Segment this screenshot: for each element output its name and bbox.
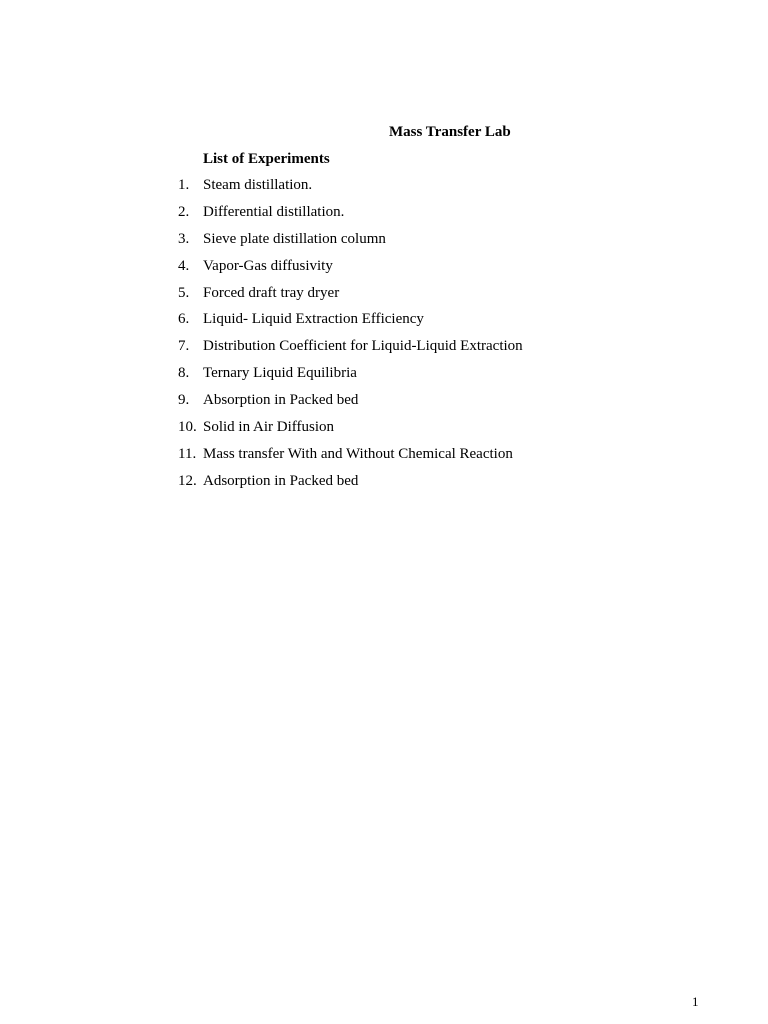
experiment-list (178, 175, 523, 498)
list-item-number: 11. (178, 445, 197, 462)
list-item-text: Distribution Coefficient for Liquid-Liquid Extraction (203, 338, 523, 355)
list-item (178, 390, 523, 417)
list-item (178, 202, 523, 229)
list-item-number: 5. (178, 284, 190, 301)
list-item (178, 444, 523, 471)
list-item-text: Adsorption in Packed bed (203, 472, 359, 489)
list-item-number: 4. (178, 257, 190, 274)
list-item-number: 3. (178, 230, 190, 247)
list-item-number: 7. (178, 338, 190, 355)
document-title: Mass Transfer Lab (389, 124, 511, 140)
list-item (178, 336, 523, 363)
list-item-text: Steam distillation. (203, 177, 313, 193)
list-item-text: Forced draft tray dryer (203, 284, 340, 301)
list-item-number: 1. (178, 177, 190, 193)
list-item (178, 417, 523, 444)
list-item (178, 256, 523, 283)
list-item-text: Sieve plate distillation column (203, 230, 386, 247)
list-item (178, 471, 523, 498)
list-item-text: Solid in Air Diffusion (203, 419, 334, 436)
list-item-number: 8. (178, 365, 190, 382)
list-item-text: Mass transfer With and Without Chemical Reaction (203, 445, 513, 462)
list-item-text: Absorption in Packed bed (203, 392, 359, 409)
list-item-text: Differential distillation. (203, 203, 345, 220)
page-number: 1 (692, 994, 699, 1009)
list-item-number: 12. (178, 472, 197, 489)
list-heading: List of Experiments (203, 151, 330, 167)
list-item (178, 229, 523, 256)
list-item (178, 175, 523, 202)
list-item-number: 2. (178, 203, 190, 220)
list-item-text: Vapor-Gas diffusivity (203, 257, 333, 274)
list-item-number: 6. (178, 311, 190, 328)
list-item-text: Ternary Liquid Equilibria (203, 365, 357, 382)
list-item-text: Liquid- Liquid Extraction Efficiency (203, 311, 424, 328)
list-item (178, 283, 523, 310)
list-item-number: 10. (178, 419, 197, 436)
list-item (178, 363, 523, 390)
list-item (178, 309, 523, 336)
list-item-number: 9. (178, 392, 190, 409)
